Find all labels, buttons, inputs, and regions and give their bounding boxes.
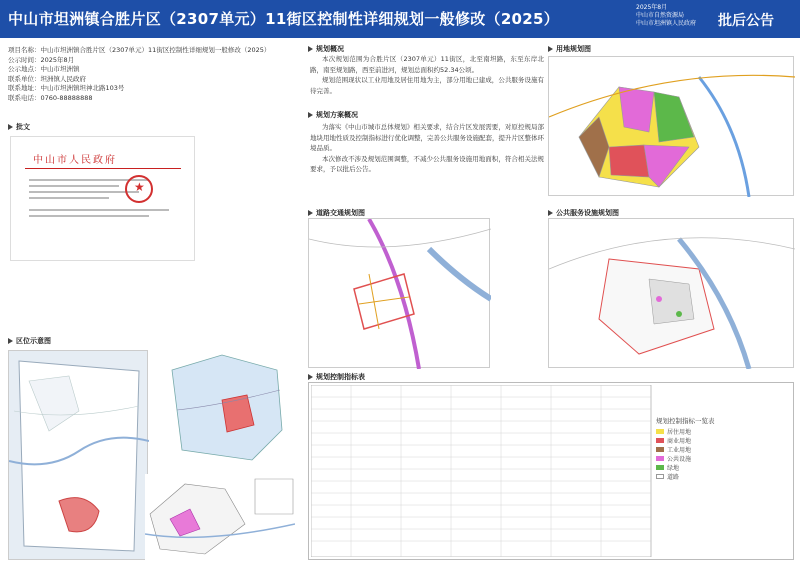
content-paragraph-2: 本次修改不涉及规划范围调整，不减少公共服务设施用地面积，符合相关法规要求，予以批后公告。 (310, 154, 544, 173)
triangle-icon (308, 46, 313, 52)
town-map-drawing (162, 350, 292, 470)
public-service-drawing (549, 219, 795, 369)
legend-item: 工业用地 (656, 446, 786, 455)
triangle-icon (548, 210, 553, 216)
poster-body (0, 38, 800, 566)
section-public-map: 公共服务设施规划图 (548, 208, 619, 218)
info-address: 联系地址：中山市坦洲镇坦神北路103号 (8, 84, 125, 92)
legend-list (656, 428, 786, 482)
legend-item: 商业用地 (656, 437, 786, 446)
public-service-map (548, 218, 794, 368)
section-land-map: 用地规划图 (548, 44, 591, 54)
legend-item: 绿地 (656, 464, 786, 473)
section-table: 规划控制指标表 (308, 372, 365, 382)
info-place: 公示地点：中山市坦洲镇 (8, 65, 80, 73)
location-map-city (8, 350, 148, 560)
road-drawing (309, 219, 491, 369)
content-text (310, 122, 544, 175)
land-use-map (548, 56, 794, 196)
section-overview: 规划概况 (308, 44, 344, 54)
meta-date: 2025年8月 (636, 4, 668, 11)
triangle-icon (8, 124, 13, 130)
overview-paragraph: 本次规划范围为合胜片区（2307单元）11街区，北至南坦路，东至东岸北路，南至规划路，西至前进河，规划总面积约52.34公顷。 (310, 55, 544, 74)
info-unit: 联系单位：坦洲镇人民政府 (8, 74, 86, 83)
site-map-drawing (145, 474, 295, 562)
land-use-drawing (549, 57, 795, 197)
overview-text (310, 54, 544, 96)
section-approval: 批文 (8, 122, 30, 132)
info-name: 项目名称：中山市坦洲镇合胜片区（2307单元）11街区控制性详细规划一般修改（2025） (8, 46, 271, 54)
legend-item: 公共设施 (656, 455, 786, 464)
legend-item: 居住用地 (656, 428, 786, 437)
approval-letter (10, 136, 195, 261)
section-content: 规划方案概况 (308, 110, 358, 120)
location-map-site (145, 474, 295, 562)
meta-town: 中山市坦洲镇人民政府 (636, 20, 697, 27)
announcement-label: 批后公告 (718, 13, 774, 29)
page-title: 中山市坦洲镇合胜片区（2307单元）11街区控制性详细规划一般修改（2025） (8, 10, 560, 28)
letter-text-line (29, 191, 139, 193)
table-legend (656, 416, 786, 482)
triangle-icon (308, 374, 313, 380)
triangle-icon (8, 338, 13, 344)
location-map-town (162, 350, 292, 470)
legend-title: 规划控制指标一览表 (656, 417, 715, 425)
header-bar (0, 0, 800, 38)
project-info (8, 46, 308, 103)
letter-text-line (29, 215, 149, 217)
letter-government: 中山市人民政府 (33, 155, 117, 166)
overview-paragraph-2: 规划范围现状以工业用地及居住用地为主，部分用地已建成，公共服务设施有待完善。 (310, 76, 544, 95)
triangle-icon (308, 112, 313, 118)
letter-red-rule (25, 168, 181, 169)
official-seal-icon: ★ (125, 175, 153, 203)
triangle-icon (548, 46, 553, 52)
letter-text-line (29, 197, 109, 199)
road-map (308, 218, 490, 368)
city-map-drawing (9, 351, 149, 561)
letter-text-line (29, 209, 169, 211)
info-time: 公示时间：2025年8月 (8, 55, 75, 64)
letter-text-line (29, 185, 119, 187)
content-paragraph: 为落实《中山市城市总体规划》相关要求，结合片区发展需要，对原控规局部地块用地性质及控制指标进行优化调整，完善公共服务设施配套，提升片区整体环境品质。 (310, 123, 544, 152)
section-road-map: 道路交通规划图 (308, 208, 365, 218)
info-phone: 联系电话：0760-88888888 (8, 93, 93, 102)
triangle-icon (308, 210, 313, 216)
legend-item: 道路 (656, 473, 786, 482)
meta-agency: 中山市自然资源局 (636, 12, 685, 19)
section-location: 区位示意图 (8, 336, 51, 346)
header-meta (636, 4, 696, 28)
